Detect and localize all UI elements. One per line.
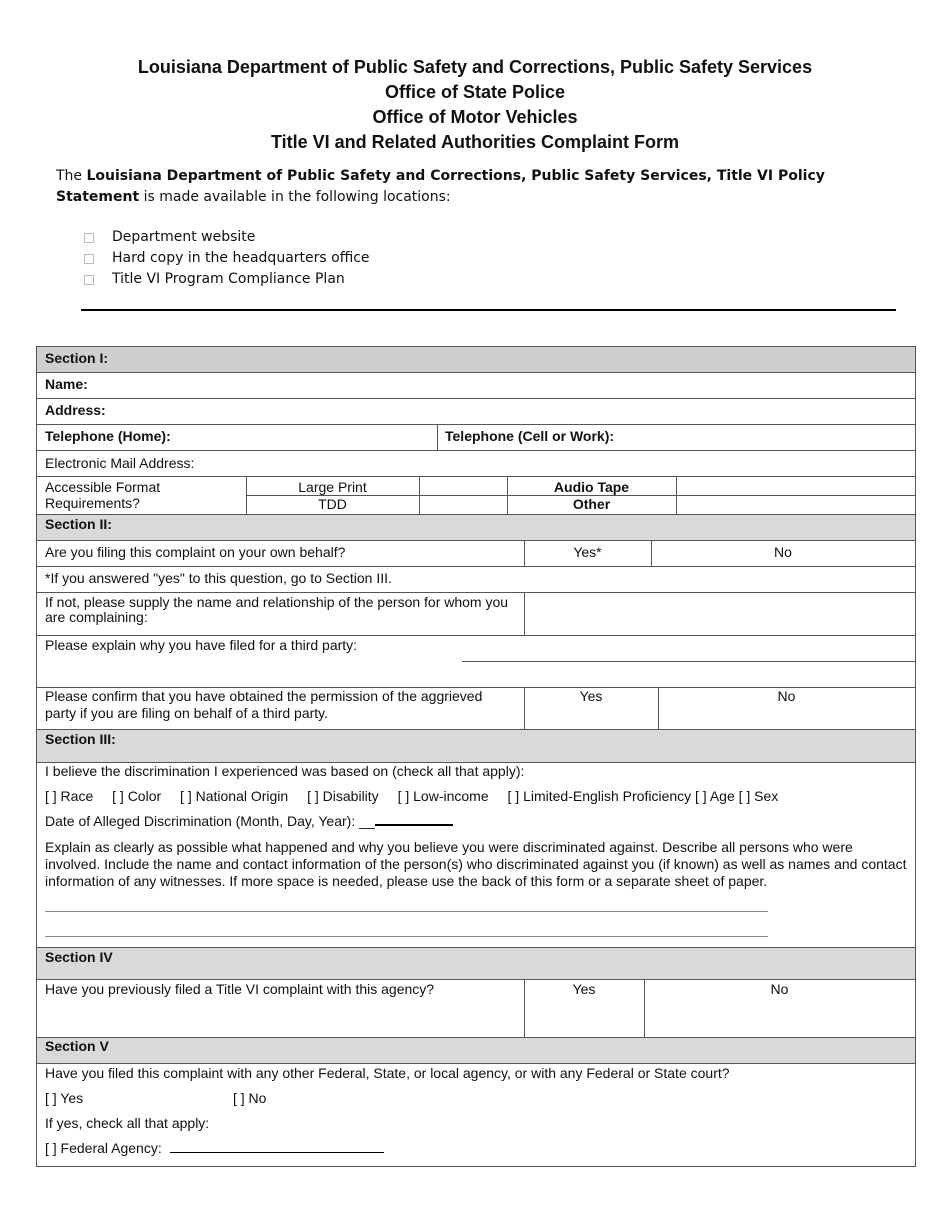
section-5-body: Have you filed this complaint with any other Federal, State, or local agency, or with any Federal or State court? [ ] Yes [ ] No If yes, check all that apply: [ ] Federal Agency: (45, 1065, 730, 1156)
complaint-form (36, 346, 916, 1167)
permission-yes-option[interactable]: Yes (579, 688, 603, 704)
third-party-explain-row: Please explain why you have filed for a third party: (37, 636, 915, 688)
third-party-name-field[interactable] (525, 593, 915, 635)
section-5-header: Section V (37, 1038, 915, 1064)
section-1-header: Section I: (37, 347, 915, 373)
policy-statement-name: Louisiana Department of Public Safety and Corrections, Public Safety Services, Title VI Policy Statement (56, 168, 825, 205)
header-department: Louisiana Department of Public Safety and Corrections, Public Safety Services (137, 57, 813, 77)
list-item: Department website (84, 227, 370, 248)
explain-line-2[interactable] (45, 936, 768, 937)
previous-complaint-row: Have you previously filed a Title VI complaint with this agency? Yes No (37, 980, 915, 1038)
previous-complaint-no-option[interactable]: No (770, 981, 789, 997)
discrimination-bases (45, 788, 778, 804)
own-behalf-yes-option[interactable]: Yes* (573, 544, 602, 560)
federal-agency-field[interactable] (45, 1140, 384, 1156)
basis-lep-age-sex-checkbox[interactable]: [ ] Limited-English Proficiency [ ] Age [ ] Sex (507, 788, 779, 804)
section-3-body: I believe the discrimination I experienced was based on (check all that apply): [ ] Race [ ] Color [ ] National Origin [ ] Disability [ ] Low-income [ ] Limited-English Proficiency [ ] Age [ ] Sex Date of Alleged Discrimination (Month, Day, Year): __ Explain as clearly as possible what happened and why you believe you were discriminated against. Describe all persons who were involved. Include the name and contact information of the person(s) who discriminated against you (if known) as well as names and contact information of any witnesses. If more space is needed, please use the back of this form or a separate sheet of paper. (37, 763, 915, 948)
accessible-format-row: Accessible Format Requirements? Large Print TDD Audio Tape Other (37, 477, 915, 515)
form-header (0, 55, 950, 155)
explain-line-1[interactable] (45, 911, 768, 912)
basis-color-checkbox[interactable]: [ ] Color (112, 788, 162, 804)
telephone-cell-field[interactable]: Telephone (Cell or Work): (445, 428, 615, 444)
other-option[interactable]: Other (572, 496, 611, 512)
federal-agency-checkbox[interactable]: [ ] Federal Agency: (45, 1140, 162, 1156)
checkbox-bullet-icon (84, 254, 94, 264)
divider (81, 309, 896, 311)
list-item: Hard copy in the headquarters office (84, 248, 370, 269)
large-print-option[interactable]: Large Print (298, 479, 367, 495)
basis-national-origin-checkbox[interactable]: [ ] National Origin (180, 788, 289, 804)
date-field[interactable]: Date of Alleged Discrimination (Month, Day, Year): __ (45, 813, 453, 829)
audio-tape-option[interactable]: Audio Tape (553, 479, 630, 495)
own-behalf-no-option[interactable]: No (774, 544, 792, 560)
other-agency-yes-checkbox[interactable]: [ ] Yes (45, 1090, 84, 1106)
accessible-format-label: Accessible Format (45, 479, 161, 495)
intro-paragraph: The Louisiana Department of Public Safety and Corrections, Public Safety Services, Title VI Policy Statement is made available in the following locations: (56, 168, 825, 205)
checkbox-bullet-icon (84, 233, 94, 243)
name-field[interactable]: Name: (37, 373, 915, 399)
checkbox-bullet-icon (84, 275, 94, 285)
explain-instructions: Explain as clearly as possible what happened and why you believe you were discriminated against. Describe all persons who were involved. Include the name and contact information of the person(s) who discriminated against you (if known) as well as names and contact information of any witnesses. If more space is needed, please use the back of this form or a separate sheet of paper. (45, 839, 907, 889)
third-party-name-row: If not, please supply the name and relationship of the person for whom you are complaining: (37, 593, 915, 636)
header-motor-vehicles: Office of Motor Vehicles (372, 107, 578, 127)
third-party-explain-field[interactable] (462, 662, 915, 687)
locations-list (84, 227, 370, 290)
section-4-header: Section IV (37, 948, 915, 980)
basis-race-checkbox[interactable]: [ ] Race (45, 788, 94, 804)
permission-no-option[interactable]: No (777, 688, 796, 704)
own-behalf-row: Are you filing this complaint on your own behalf? Yes* No (37, 541, 915, 567)
telephone-row (37, 425, 915, 451)
section-3-header: Section III: (37, 730, 915, 763)
previous-complaint-yes-option[interactable]: Yes (572, 981, 596, 997)
header-form-title: Title VI and Related Authorities Complaint Form (270, 132, 680, 152)
list-item: Title VI Program Compliance Plan (84, 269, 370, 290)
section-2-note: *If you answered "yes" to this question, go to Section III. (37, 567, 915, 593)
permission-row: Please confirm that you have obtained the permission of the aggrieved party if you are filing on behalf of a third party. Yes No (37, 688, 915, 730)
email-field[interactable]: Electronic Mail Address: (37, 451, 915, 477)
basis-disability-checkbox[interactable]: [ ] Disability (307, 788, 379, 804)
address-field[interactable]: Address: (37, 399, 915, 425)
tdd-option[interactable]: TDD (318, 496, 347, 512)
basis-low-income-checkbox[interactable]: [ ] Low-income (397, 788, 489, 804)
section-2-header: Section II: (37, 515, 915, 541)
other-agency-no-checkbox[interactable]: [ ] No (233, 1090, 267, 1106)
telephone-home-field[interactable]: Telephone (Home): (45, 428, 171, 444)
header-state-police: Office of State Police (384, 82, 566, 102)
